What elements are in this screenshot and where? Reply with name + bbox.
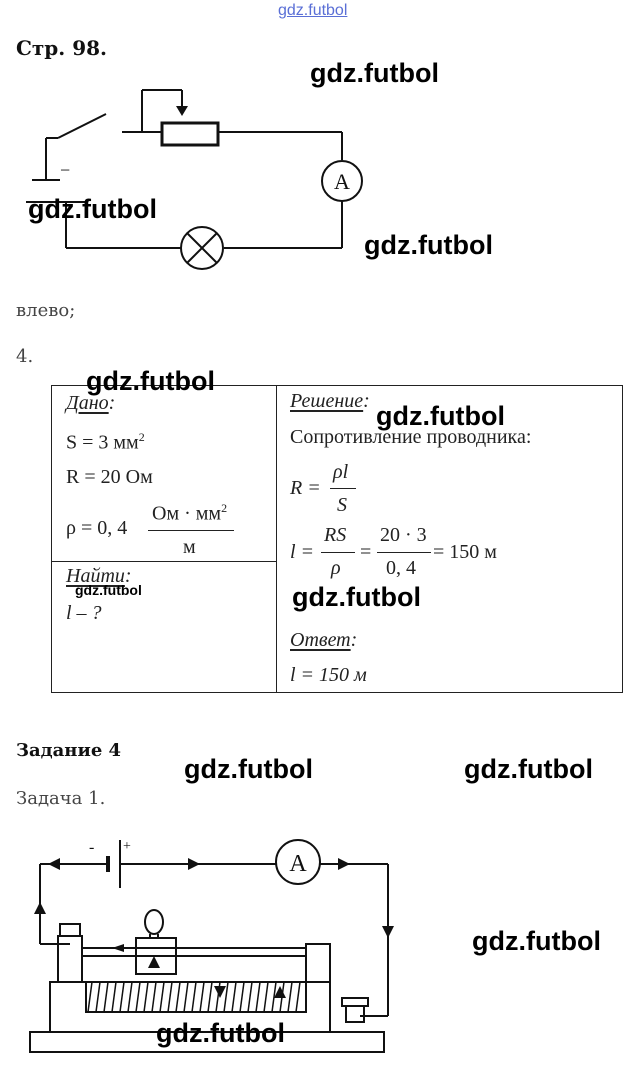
solution-heading-colon: : <box>363 390 370 412</box>
given-heading-colon: : <box>108 392 116 414</box>
battery-minus-label: − <box>60 160 71 180</box>
formula-lhs: R = <box>290 477 321 499</box>
watermark-11[interactable]: gdz.futbol <box>156 1018 285 1048</box>
watermark-6[interactable]: gdz.futbol <box>75 582 142 598</box>
given-S-value: S = 3 мм <box>66 431 139 454</box>
switch-blade <box>58 114 106 138</box>
calc-denominator-2: 0, 4 <box>386 557 416 579</box>
answer-heading <box>290 629 357 652</box>
circuit-diagram-1 <box>0 80 380 280</box>
section-title: Задание 4 <box>16 740 122 761</box>
calc-result: = 150 м <box>433 541 497 563</box>
given-rho-num-text: Ом · мм <box>152 502 222 525</box>
left-post <box>58 936 82 982</box>
ammeter-label-1: A <box>334 169 350 194</box>
given-rho-sup: 2 <box>221 501 228 515</box>
watermark-5[interactable]: gdz.futbol <box>376 401 505 431</box>
answer-heading-colon: : <box>350 629 358 651</box>
watermark-2[interactable]: gdz.futbol <box>28 194 157 224</box>
watermark-10[interactable]: gdz.futbol <box>472 926 601 956</box>
coil-windings <box>88 982 300 1012</box>
formula-fraction-bar <box>330 488 356 489</box>
answer-text-left: влево; <box>16 300 76 321</box>
watermark-top[interactable]: gdz.futbol <box>278 2 348 19</box>
calc-lhs: l = <box>290 541 315 563</box>
given-S-sup: 2 <box>138 430 145 444</box>
solution-heading-label: Решение <box>290 390 364 412</box>
watermark-4[interactable]: gdz.futbol <box>86 366 215 396</box>
given-rho-denominator: м <box>183 536 196 558</box>
solution-line-1: Сопротивление проводника: <box>290 426 532 448</box>
battery2-plus-label: + <box>123 839 131 854</box>
page-heading: Стр. 98. <box>16 36 108 60</box>
watermark-9[interactable]: gdz.futbol <box>464 754 593 784</box>
current-arrows <box>34 858 394 998</box>
problem-title: Задача 1. <box>16 788 106 809</box>
formula-denominator: S <box>337 494 347 516</box>
answer-value: l = 150 м <box>290 664 367 686</box>
right-terminal-cap <box>342 998 368 1006</box>
calc-equals: = <box>360 541 372 563</box>
slider-arrowhead <box>176 106 188 116</box>
solution-heading <box>290 390 370 413</box>
watermark-3[interactable]: gdz.futbol <box>364 230 493 260</box>
calc-fraction-bar-2 <box>377 552 431 553</box>
calc-numerator-1: RS <box>324 524 347 546</box>
right-post <box>306 944 330 982</box>
answer-heading-label: Ответ <box>290 629 351 651</box>
given-rho: ρ = 0, 4 <box>66 517 128 539</box>
ammeter-label-2: A <box>289 851 307 877</box>
given-R: R = 20 Ом <box>66 466 153 488</box>
watermark-8[interactable]: gdz.futbol <box>184 754 313 784</box>
right-terminal <box>346 1006 364 1022</box>
given-rho-numerator <box>152 501 227 526</box>
formula-numerator: ρl <box>333 461 349 483</box>
given-heading-label: Дано <box>66 392 109 414</box>
find-value: l – ? <box>66 602 102 624</box>
left-terminal-cap <box>60 924 80 936</box>
find-heading-colon: : <box>124 565 132 587</box>
watermark-7[interactable]: gdz.futbol <box>292 582 421 612</box>
calc-denominator-1: ρ <box>331 557 341 579</box>
slider-knob <box>145 910 163 934</box>
calc-numerator-2: 20 · 3 <box>380 524 427 546</box>
given-S <box>66 430 145 455</box>
given-rho-fraction-bar <box>148 530 234 531</box>
task-number: 4. <box>16 346 34 367</box>
battery2-minus-label: - <box>89 839 95 856</box>
find-heading-label: Найти <box>66 565 125 587</box>
rheostat-body <box>162 123 218 145</box>
watermark-1[interactable]: gdz.futbol <box>310 58 439 88</box>
calc-fraction-bar-1 <box>321 552 355 553</box>
